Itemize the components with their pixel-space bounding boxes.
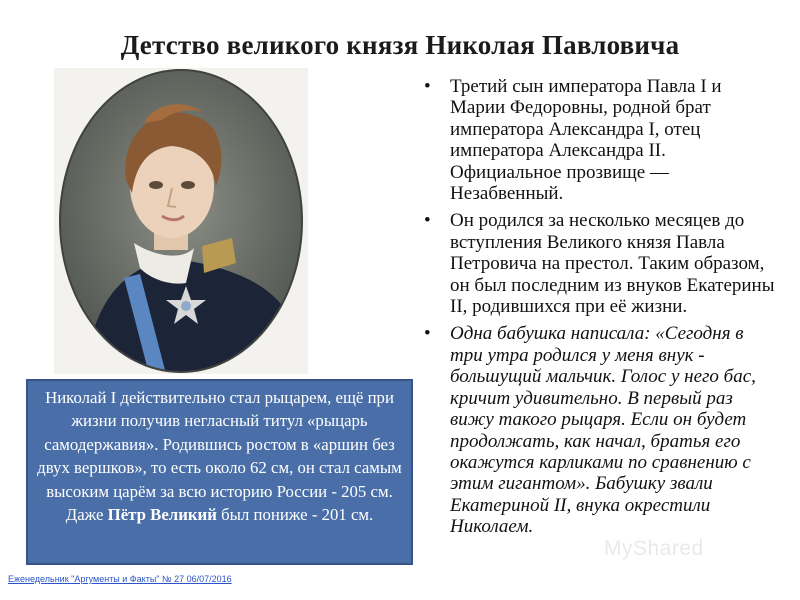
info-box-text: Николай I действительно стал рыцарем, ещё при жизни получив негласный титул «рыцарь самодержавия». Родившись ростом в «аршин без двух вершков», то есть около 62 см, он стал самым высоким царём за всю историю России - 205 см. Даже [37,388,402,525]
bullet-marker: • [424,323,431,345]
bullet-text: Третий сын императора Павла I и Марии Федоровны, родной брат императора Александра I, отец императора Александра II. Официальное прозвище — Незабвенный. [450,76,722,205]
bullet-item [424,210,780,317]
info-box-text-end: был пониже - 201 см. [216,505,374,525]
watermark: MyShared [604,537,704,560]
bullet-text: Он родился за несколько месяцев до вступления Великого князя Павла Петровича на престол. Таким образом, он был последним из внуков Екатерины II, родившихся при её жизни. [450,210,775,318]
bullet-marker: • [424,76,431,97]
portrait-image [54,68,308,374]
bullet-item [424,323,780,537]
bullet-item [424,76,780,204]
bullet-list [424,76,780,544]
info-box [26,379,413,565]
bullet-text-quote: Одна бабушка написала: «Сегодня в три утра родился у меня внук - большущий мальчик. Голос у него бас, кричит удивительно. В первый раз вижу такого рыцаря. Если он будет продолжать, как начал, братья его окажутся карликами по сравнению с этим гигантом». Бабушку звали Екатериной II, внука окрестили Николаем. [450,323,756,538]
info-box-bold-text: Пётр Великий [107,505,217,525]
source-link[interactable]: Еженедельник "Аргументы и Факты" № 27 06/07/2016 [8,574,232,584]
portrait-illustration [54,68,308,374]
slide-title: Детство великого князя Николая Павловича [120,30,680,60]
bullet-marker: • [424,210,431,232]
